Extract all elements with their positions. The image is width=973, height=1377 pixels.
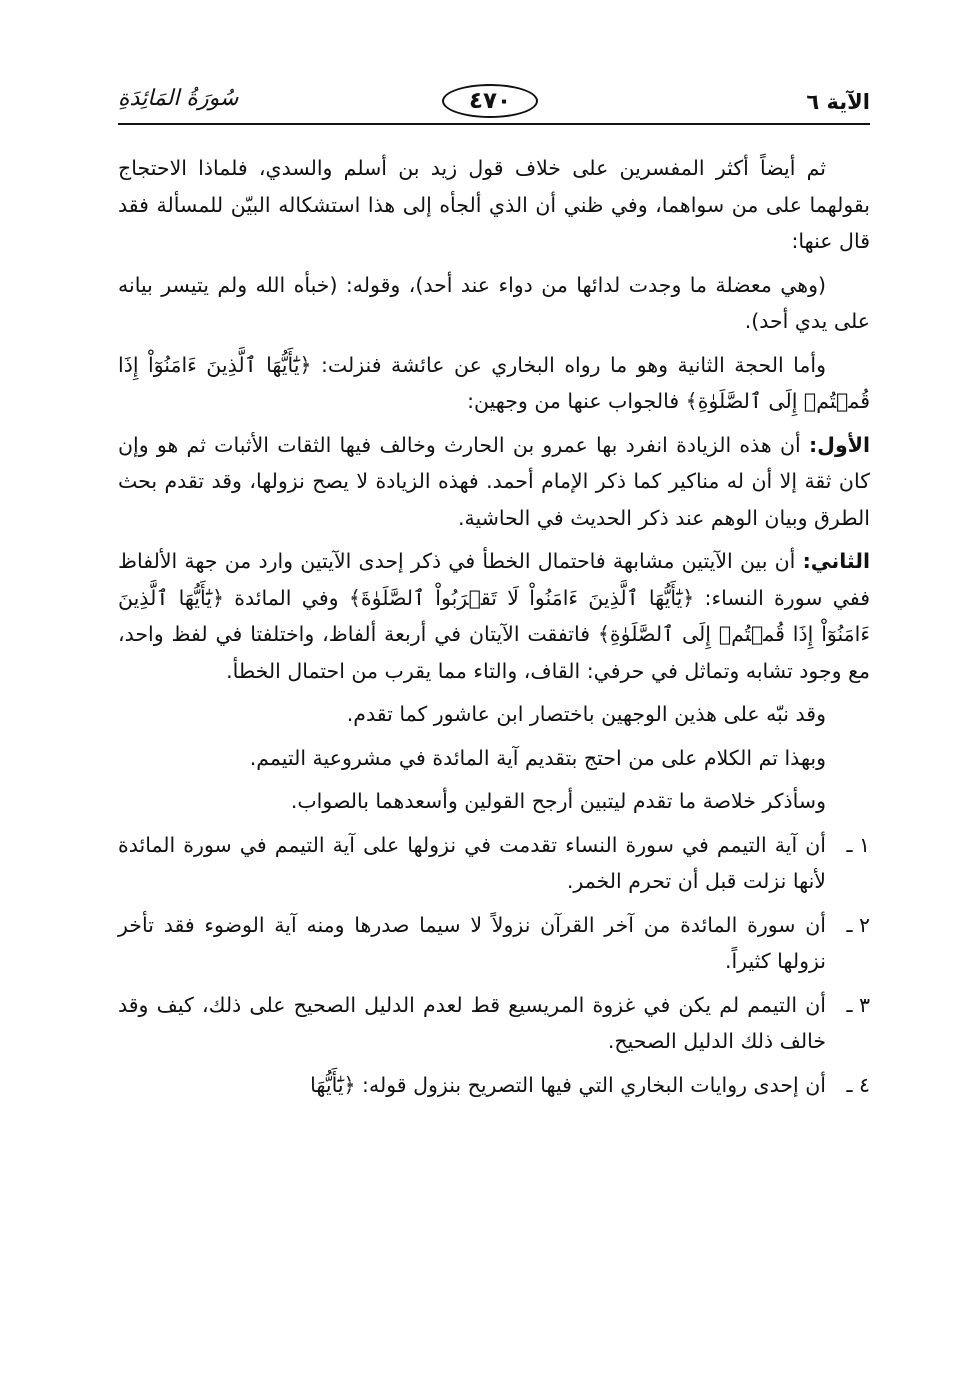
verse-reference: الآية ٦ xyxy=(806,90,870,114)
paragraph-conclusion: وبهذا تم الكلام على من احتج بتقديم آية المائدة في مشروعية التيمم. xyxy=(249,745,826,770)
header-divider xyxy=(118,123,870,125)
list-item xyxy=(118,1067,870,1104)
list-item xyxy=(118,907,870,980)
list-number: ٢ ـ xyxy=(846,912,870,937)
paragraph-second-answer: الثاني: أن بين الآيتين مشابهة فاحتمال الخطأ في ذكر إحدى الآيتين وارد من جهة الألفاظ ففي سورة النساء: ﴿يَٰٓأَيُّهَا ٱلَّذِينَ ءَامَنُواْ لَا تَقۡرَبُواْ ٱلصَّلَوٰةَ﴾ وفي المائدة ﴿يَٰٓأَيُّهَا ٱلَّذِينَ ءَامَنُوٓاْ إِذَا قُمۡتُمۡ إِلَى ٱلصَّلَوٰةِ﴾ فاتفقت الآيتان في أربعة ألفاظ، واختلفتا في لفظ واحد، مع وجود تشابه وتماثل في حرفي: القاف، والتاء مما يقرب من احتمال الخطأ. xyxy=(118,549,870,683)
term-second: الثاني: xyxy=(802,549,870,573)
paragraph-2-quote: (وهي معضلة ما وجدت لدائها من دواء عند أحد)، وقوله: (خبأه الله ولم يتيسر بيانه على يدي أحد). xyxy=(118,272,870,333)
paragraph-3-second-argument: وأما الحجة الثانية وهو ما رواه البخاري عن عائشة فنزلت: ﴿يَٰٓأَيُّهَا ٱلَّذِينَ ءَامَنُوٓاْ إِذَا قُمۡتُمۡ إِلَى ٱلصَّلَوٰةِ﴾ فالجواب عنها من وجهين: xyxy=(118,352,870,413)
list-item xyxy=(118,827,870,900)
list-number: ٤ ـ xyxy=(846,1072,870,1097)
paragraph-summary-intro: وسأذكر خلاصة ما تقدم ليتبين أرجح القولين وأسعدهما بالصواب. xyxy=(290,789,826,813)
page-body xyxy=(118,150,870,1110)
page-header xyxy=(118,84,870,124)
page-number: ٤٧٠ xyxy=(442,84,538,118)
list-item-text: أن إحدى روايات البخاري التي فيها التصريح بنزول قوله: ﴿يَٰٓأَيُّهَا xyxy=(310,1072,826,1097)
paragraph-first-answer: الأول: أن هذه الزيادة انفرد بها عمرو بن الحارث وخالف فيها الثقات الأثبات ثم هو وإن كان ثقة إلا أن له مناكير كما ذكر الإمام أحمد. فهذه الزيادة لا يصح نزولها، وقد تقدم بحث الطرق وبيان الوهم عند ذكر الحديث في الحاشية. xyxy=(118,432,870,530)
list-item-text: أن سورة المائدة من آخر القرآن نزولاً لا سيما صدرها ومنه آية الوضوء فقد تأخر نزولها كثيراً. xyxy=(118,912,826,973)
list-number: ٣ ـ xyxy=(846,992,870,1017)
paragraph-1: ثم أيضاً أكثر المفسرين على خلاف قول زيد بن أسلم والسدي، فلماذا الاحتجاج بقولهما على من سواهما، وفي ظني أن الذي ألجأه إلى هذا استشكاله البيّن للمسألة فقد قال عنها: xyxy=(118,156,870,253)
list-item-text: أن التيمم لم يكن في غزوة المريسيع قط لعدم الدليل الصحيح على ذلك، كيف وقد خالف ذلك الدليل الصحيح. xyxy=(118,992,826,1053)
list-number: ١ ـ xyxy=(846,832,870,857)
surah-title: سُورَةُ المَائِدَةِ xyxy=(118,86,239,111)
list-item xyxy=(118,987,870,1060)
paragraph-ibn-ashur: وقد نبّه على هذين الوجهين باختصار ابن عاشور كما تقدم. xyxy=(346,702,826,726)
term-first: الأول: xyxy=(808,432,870,457)
list-item-text: أن آية التيمم في سورة النساء تقدمت في نزولها على آية التيمم في سورة المائدة لأنها نزلت قبل أن تحرم الخمر. xyxy=(118,832,826,893)
